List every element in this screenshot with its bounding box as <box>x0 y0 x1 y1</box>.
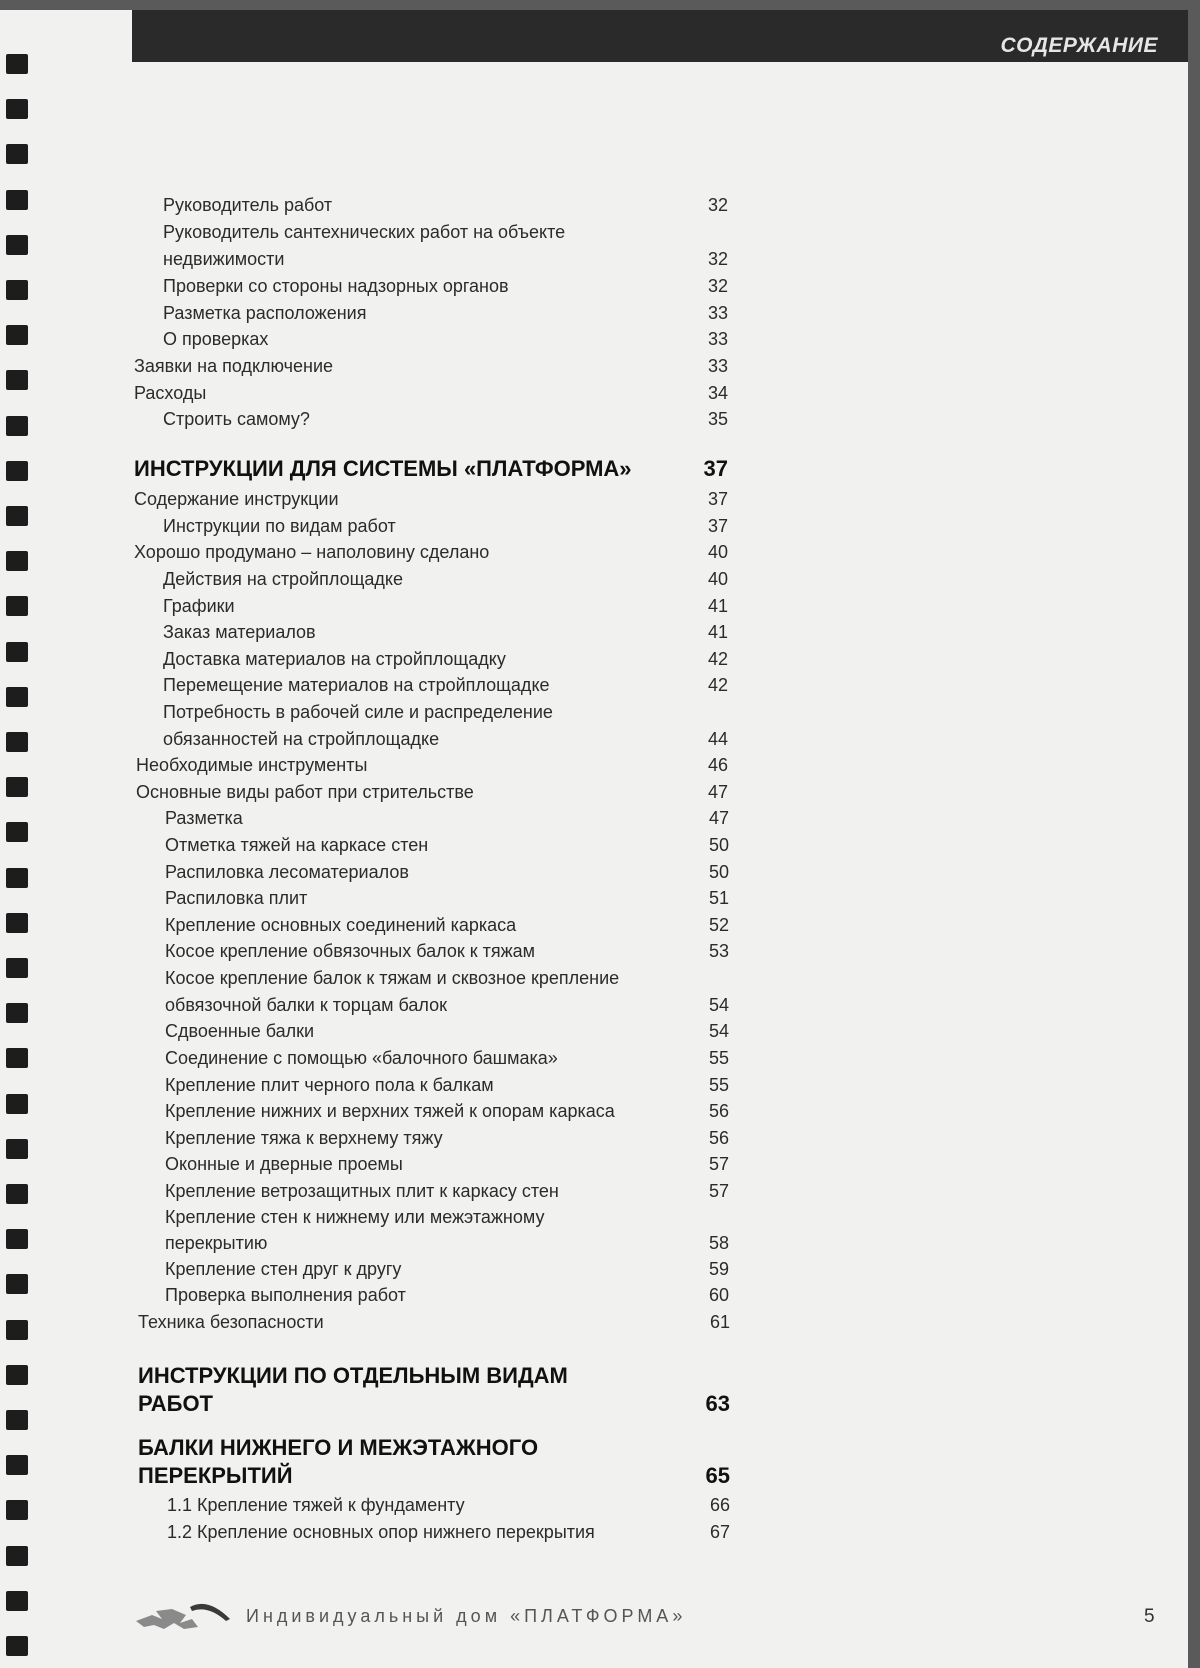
toc-page-number: 47 <box>707 782 728 802</box>
document-page <box>0 10 1188 1668</box>
toc-page-number: 55 <box>708 1075 729 1095</box>
toc-page-number: 32 <box>707 195 728 215</box>
page-number: 5 <box>1144 1606 1155 1627</box>
toc-entry: обвязочной балки к торцам балок <box>165 995 447 1015</box>
page-title: СОДЕРЖАНИЕ <box>1000 34 1158 57</box>
toc-page-number: 63 <box>705 1391 730 1416</box>
toc-entry: Крепление тяжа к верхнему тяжу <box>165 1128 443 1148</box>
toc-entry: Руководитель сантехнических работ на объекте <box>163 222 566 242</box>
toc-page-number: 40 <box>707 542 728 562</box>
toc-page-number: 37 <box>707 489 728 509</box>
toc-page-number: 40 <box>707 569 728 589</box>
toc-page-number: 61 <box>709 1312 730 1332</box>
toc-page-number: 67 <box>709 1522 730 1542</box>
toc-section-heading: ПЕРЕКРЫТИЙ <box>138 1463 293 1488</box>
toc-page-number: 50 <box>708 835 729 855</box>
toc-entry: Сдвоенные балки <box>165 1021 315 1041</box>
toc-page-number: 51 <box>708 888 729 908</box>
toc-page-number: 33 <box>707 329 728 349</box>
toc-page-number: 50 <box>708 862 729 882</box>
toc-page-number: 32 <box>707 249 728 269</box>
toc-entry: недвижимости <box>163 249 285 269</box>
toc-page-number: 42 <box>707 675 728 695</box>
toc-entry: Заявки на подключение <box>134 356 334 376</box>
toc-page-number: 46 <box>707 755 728 775</box>
toc-page-number: 55 <box>708 1048 729 1068</box>
toc-page-number: 56 <box>708 1128 729 1148</box>
toc-entry: обязанностей на стройплощадке <box>163 729 440 749</box>
table-of-contents <box>0 10 1188 1668</box>
toc-page-number: 37 <box>707 516 728 536</box>
toc-page-number: 34 <box>707 383 728 403</box>
toc-entry: Инструкции по видам работ <box>163 516 396 536</box>
toc-entry: Крепление основных соединений каркаса <box>165 915 517 935</box>
toc-page-number: 35 <box>707 409 728 429</box>
toc-entry: Крепление нижних и верхних тяжей к опорам каркаса <box>165 1101 615 1121</box>
toc-page-number: 41 <box>707 622 728 642</box>
toc-page-number: 32 <box>707 276 728 296</box>
footer-brand-text: Индивидуальный дом «ПЛАТФОРМА» <box>246 1606 687 1626</box>
toc-page-number: 65 <box>705 1463 730 1488</box>
toc-entry: 1.2 Крепление основных опор нижнего перекрытия <box>167 1522 595 1542</box>
toc-entry: Распиловка лесоматериалов <box>165 862 409 882</box>
toc-entry: Проверки со стороны надзорных органов <box>163 276 509 296</box>
toc-entry: Доставка материалов на стройплощадку <box>163 649 506 669</box>
toc-page-number: 57 <box>708 1181 729 1201</box>
toc-page-number: 59 <box>708 1259 729 1279</box>
toc-entry: Техника безопасности <box>138 1312 324 1332</box>
toc-page-number: 47 <box>708 808 729 828</box>
platforma-logo-icon <box>134 1597 234 1633</box>
toc-entry: Строить самому? <box>163 409 310 429</box>
toc-page-number: 66 <box>709 1495 730 1515</box>
toc-page-number: 57 <box>708 1154 729 1174</box>
toc-entry: Проверка выполнения работ <box>165 1285 406 1305</box>
toc-entry: Разметка расположения <box>163 303 367 323</box>
toc-entry: Перемещение материалов на стройплощадке <box>163 675 550 695</box>
toc-section-heading: ИНСТРУКЦИИ ДЛЯ СИСТЕМЫ «ПЛАТФОРМА» <box>134 456 632 481</box>
toc-section-heading: БАЛКИ НИЖНЕГО И МЕЖЭТАЖНОГО <box>138 1435 539 1460</box>
toc-page-number: 60 <box>708 1285 729 1305</box>
toc-section-heading: РАБОТ <box>138 1391 213 1416</box>
toc-entry: Руководитель работ <box>163 195 333 215</box>
toc-page-number: 52 <box>708 915 729 935</box>
toc-entry: Косое крепление обвязочных балок к тяжам <box>165 941 536 961</box>
toc-page-number: 56 <box>708 1101 729 1121</box>
toc-page-number: 54 <box>708 1021 729 1041</box>
toc-entry: Основные виды работ при стрительстве <box>136 782 474 802</box>
toc-entry: Крепление стен друг к другу <box>165 1259 402 1279</box>
toc-entry: Оконные и дверные проемы <box>165 1154 403 1174</box>
toc-entry: Хорошо продумано – наполовину сделано <box>134 542 490 562</box>
toc-entry: Крепление плит черного пола к балкам <box>165 1075 494 1095</box>
toc-section-heading: ИНСТРУКЦИИ ПО ОТДЕЛЬНЫМ ВИДАМ <box>138 1363 568 1388</box>
toc-page-number: 54 <box>708 995 729 1015</box>
toc-entry: Отметка тяжей на каркасе стен <box>165 835 429 855</box>
toc-page-number: 41 <box>707 596 728 616</box>
toc-entry: Расходы <box>134 383 207 403</box>
toc-entry: Косое крепление балок к тяжам и сквозное крепление <box>165 968 620 988</box>
toc-page-number: 44 <box>707 729 728 749</box>
toc-page-number: 58 <box>708 1233 729 1253</box>
toc-page-number: 33 <box>707 303 728 323</box>
toc-entry: Содержание инструкции <box>134 489 339 509</box>
toc-entry: Потребность в рабочей силе и распределение <box>163 702 553 722</box>
toc-entry: Крепление ветрозащитных плит к каркасу стен <box>165 1181 559 1201</box>
toc-page-number: 33 <box>707 356 728 376</box>
toc-page-number: 53 <box>708 941 729 961</box>
toc-page-number: 42 <box>707 649 728 669</box>
toc-entry: О проверках <box>163 329 269 349</box>
toc-entry: Соединение с помощью «балочного башмака» <box>165 1048 558 1068</box>
toc-page-number: 37 <box>703 456 728 481</box>
toc-entry: Распиловка плит <box>165 888 308 908</box>
toc-entry: Необходимые инструменты <box>136 755 368 775</box>
toc-entry: Заказ материалов <box>163 622 316 642</box>
toc-entry: перекрытию <box>165 1233 268 1253</box>
toc-entry: Крепление стен к нижнему или межэтажному <box>165 1207 545 1227</box>
toc-entry: Разметка <box>165 808 243 828</box>
toc-entry: Действия на стройплощадке <box>163 569 404 589</box>
toc-entry: 1.1 Крепление тяжей к фундаменту <box>167 1495 465 1515</box>
toc-entry: Графики <box>163 596 235 616</box>
